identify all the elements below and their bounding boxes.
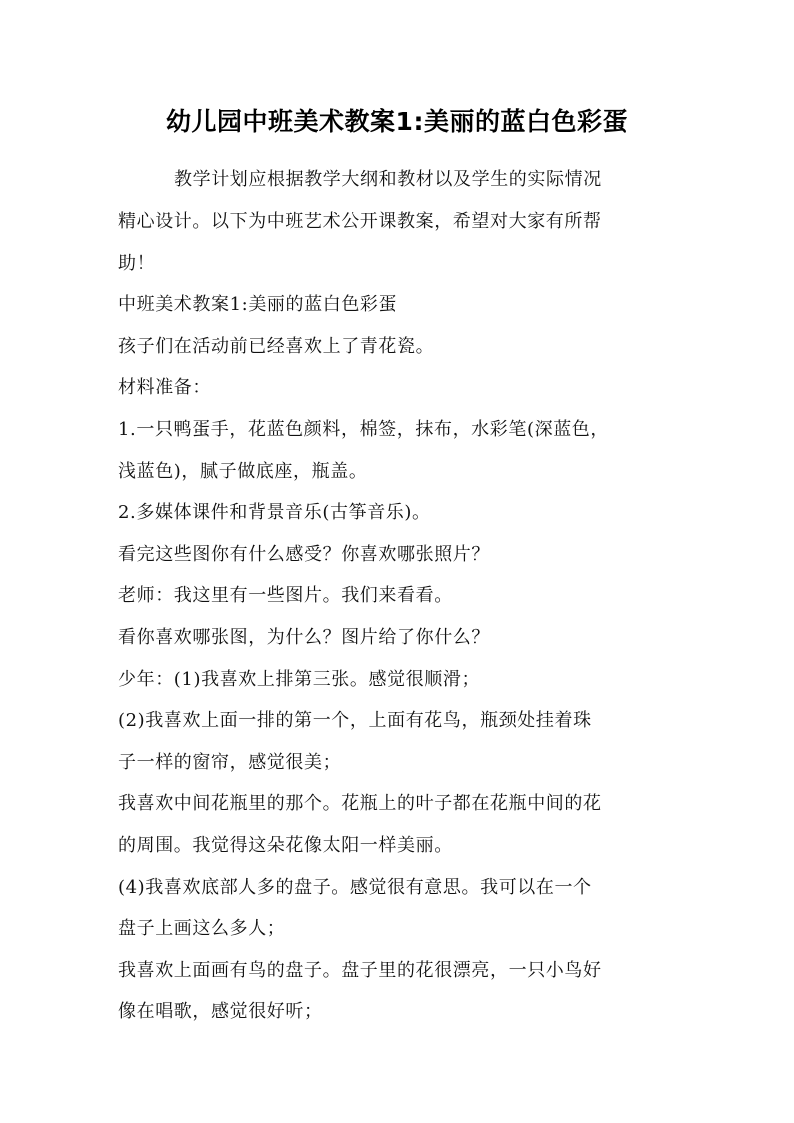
- paragraph-line: 子一样的窗帘，感觉很美；: [118, 752, 342, 773]
- paragraph-line: 精心设计。以下为中班艺术公开课教案，希望对大家有所帮: [118, 211, 602, 232]
- paragraph-line: 我喜欢中间花瓶里的那个。花瓶上的叶子都在花瓶中间的花: [118, 793, 602, 814]
- paragraph-line: (2)我喜欢上面一排的第一个，上面有花鸟，瓶颈处挂着珠: [118, 710, 592, 731]
- paragraph-line: 我喜欢上面画有鸟的盘子。盘子里的花很漂亮，一只小鸟好: [118, 960, 602, 981]
- list-item: 1.一只鸭蛋手，花蓝色颜料，棉签，抹布，水彩笔(深蓝色，: [118, 419, 609, 440]
- list-item: 2.多媒体课件和背景音乐(古筝音乐)。: [118, 502, 431, 523]
- paragraph-line: 老师：我这里有一些图片。我们来看看。: [118, 585, 453, 606]
- paragraph-line: 看你喜欢哪张图，为什么？图片给了你什么？: [118, 627, 490, 648]
- paragraph-line: 盘子上画这么多人；: [118, 918, 286, 939]
- paragraph-line: 的周围。我觉得这朵花像太阳一样美丽。: [118, 835, 453, 856]
- paragraph-line: 助！: [118, 253, 156, 274]
- paragraph-line: 少年：(1)我喜欢上排第三张。感觉很顺滑；: [118, 669, 481, 690]
- section-heading: 中班美术教案1:美丽的蓝白色彩蛋: [118, 294, 398, 315]
- paragraph-line: (4)我喜欢底部人多的盘子。感觉很有意思。我可以在一个: [118, 877, 592, 898]
- paragraph-line: 看完这些图你有什么感受？你喜欢哪张照片？: [118, 544, 490, 565]
- paragraph-line: 孩子们在活动前已经喜欢上了青花瓷。: [118, 336, 435, 357]
- list-item-continuation: 浅蓝色)，腻子做底座，瓶盖。: [118, 461, 368, 482]
- paragraph-line: 教学计划应根据教学大纲和教材以及学生的实际情况: [174, 169, 602, 190]
- paragraph-line: 材料准备：: [118, 377, 211, 398]
- document-title: 幼儿园中班美术教案1:美丽的蓝白色彩蛋: [166, 107, 628, 136]
- paragraph-line: 像在唱歌，感觉很好听；: [118, 1001, 323, 1022]
